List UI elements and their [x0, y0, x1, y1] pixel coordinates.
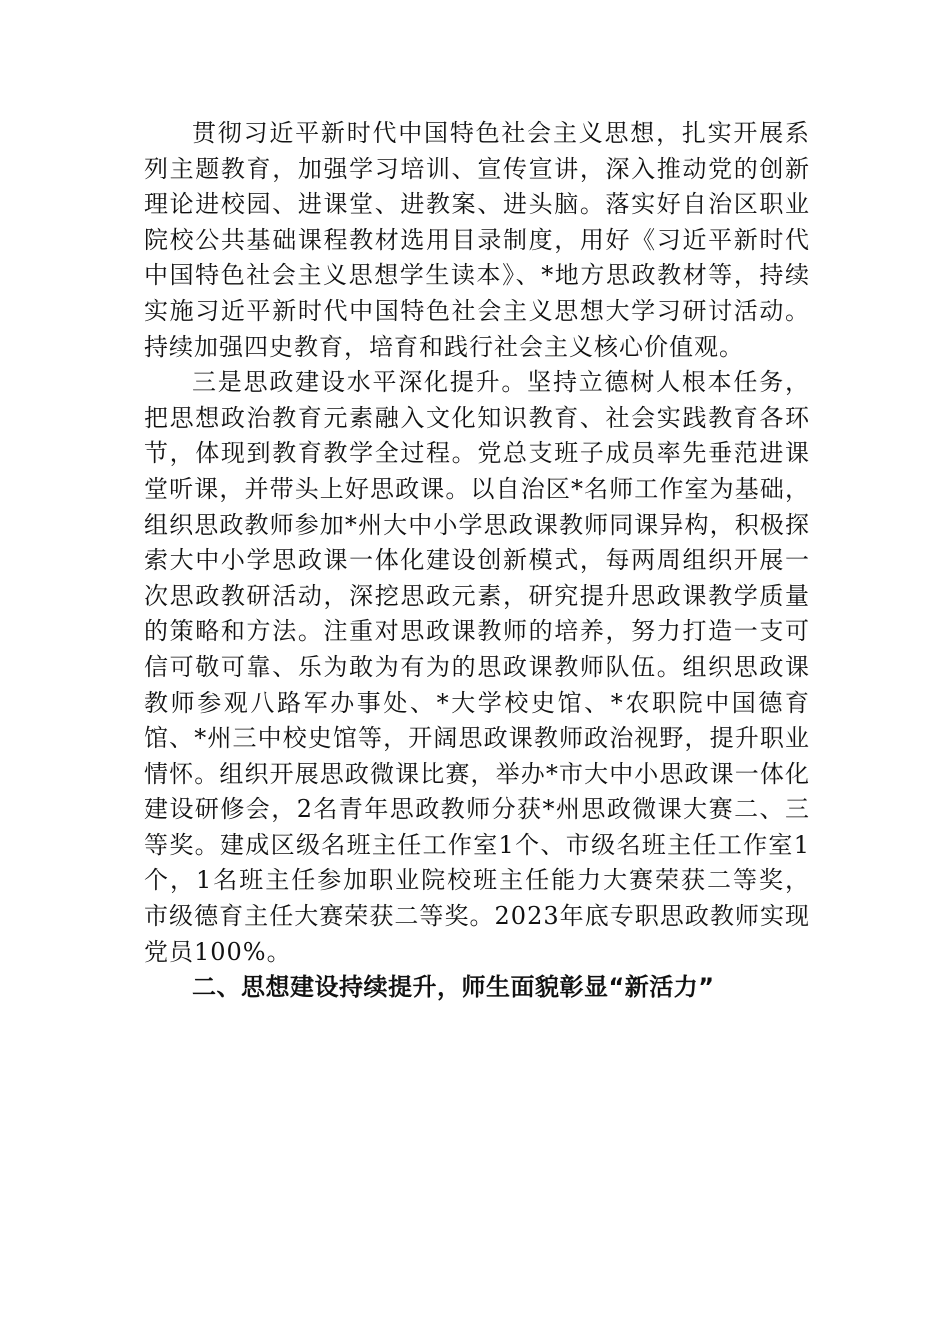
- section-heading: 二、思想建设持续提升，师生面貌彰显“新活力”: [192, 973, 715, 1002]
- paragraph-ideological-construction: 三是思政建设水平深化提升。坚持立德树人根本任务，把思想政治教育元素融入文化知识教育、社会实践教育各环节，体现到教育教学全过程。党总支班子成员率先垂范进课堂听课，并带头上好思政课。以自治区*名师工作室为基础，组织思政教师参加*州大中小学思政课教师同课异构，积极探索大中小学思政课一体化建设创新模式，每两周组织开展一次思政教研活动，深挖思政元素，研究提升思政课教学质量的策略和方法。注重对思政课教师的培养，努力打造一支可信可敬可靠、乐为敢为有为的思政课教师队伍。组织思政课教师参观八路军办事处、*大学校史馆、*农职院中国德育馆、*州三中校史馆等，开阔思政课教师政治视野，提升职业情怀。组织开展思政微课比赛，举办*市大中小思政课一体化建设研修会，2名青年思政教师分获*州思政微课大赛二、三等奖。建成区级名班主任工作室1个、市级名班主任工作室1个，1名班主任参加职业院校班主任能力大赛荣获二等奖，市级德育主任大赛荣获二等奖。2023年底专职思政教师实现党员100%。: [144, 368, 810, 966]
- paragraph-theory-education: 贯彻习近平新时代中国特色社会主义思想，扎实开展系列主题教育，加强学习培训、宣传宣讲，深入推动党的创新理论进校园、进课堂、进教案、进头脑。落实好自治区职业院校公共基础课程教材选用目录制度，用好《习近平新时代中国特色社会主义思想学生读本》、*地方思政教材等，持续实施习近平新时代中国特色社会主义思想大学习研讨活动。持续加强四史教育，培育和践行社会主义核心价值观。: [144, 119, 810, 361]
- document-body: [144, 116, 810, 1006]
